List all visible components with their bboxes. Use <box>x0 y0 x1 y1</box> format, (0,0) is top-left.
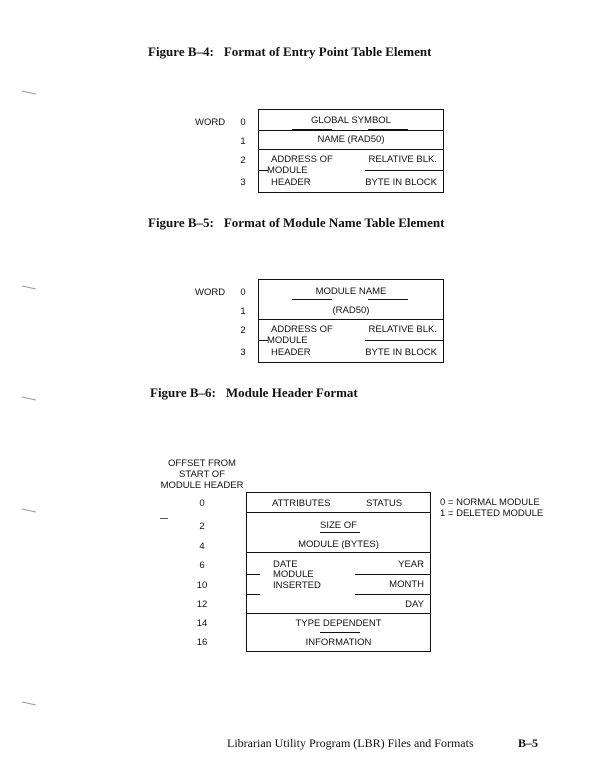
header-label: HEADER <box>271 347 311 358</box>
day-field: DAY <box>405 599 424 610</box>
size-of-field: SIZE OF <box>320 520 357 531</box>
type-dependent-field: TYPE DEPENDENT <box>295 618 382 629</box>
attributes-field: ATTRIBUTES <box>272 498 331 509</box>
global-symbol-field: GLOBAL SYMBOL <box>311 115 391 126</box>
module-name-field: MODULE NAME <box>315 286 387 297</box>
margin-mark <box>22 702 36 706</box>
figure-b6-caption <box>150 385 358 401</box>
offset-0: 0 <box>199 498 205 509</box>
status-note-normal: 0 = NORMAL MODULE <box>440 497 540 508</box>
module-label: MODULE <box>273 569 314 580</box>
rad50-field: (RAD50) <box>332 305 370 316</box>
divider <box>365 340 444 341</box>
figure-number: Figure B–5: <box>148 215 214 230</box>
divider <box>320 532 360 533</box>
date-label: DATE <box>273 559 298 570</box>
divider <box>292 299 332 300</box>
divider <box>368 129 408 130</box>
offset-10: 10 <box>196 580 208 591</box>
divider <box>246 552 431 553</box>
divider <box>320 632 360 633</box>
divider <box>246 594 260 595</box>
offset-2: 2 <box>199 521 205 532</box>
word-offset-2: 2 <box>240 155 246 166</box>
relative-blk-field: RELATIVE BLK. <box>368 324 437 335</box>
information-field: INFORMATION <box>305 637 372 648</box>
word-offset-0: 0 <box>240 287 246 298</box>
word-offset-2: 2 <box>240 325 246 336</box>
offset-4: 4 <box>199 541 205 552</box>
byte-in-block-field: BYTE IN BLOCK <box>365 347 437 358</box>
divider <box>258 130 444 131</box>
divider <box>292 129 332 130</box>
offset-6: 6 <box>199 560 205 571</box>
margin-mark <box>22 286 36 290</box>
figure-b4-caption <box>148 44 431 60</box>
year-field: YEAR <box>398 559 424 570</box>
figure-title: Format of Entry Point Table Element <box>223 44 432 59</box>
inserted-label: INSERTED <box>273 580 321 591</box>
figure-number: Figure B–6: <box>150 385 216 400</box>
divider <box>365 170 444 171</box>
divider <box>246 574 260 575</box>
divider <box>355 574 431 575</box>
word-offset-3: 3 <box>240 347 246 358</box>
figure-b5-caption <box>148 215 444 231</box>
divider <box>258 149 444 150</box>
figure-title: Module Header Format <box>225 385 358 400</box>
header-label: HEADER <box>271 177 311 188</box>
divider <box>368 299 408 300</box>
divider <box>246 512 431 513</box>
word-offset-0: 0 <box>240 117 246 128</box>
divider <box>355 594 431 595</box>
margin-mark <box>160 518 168 519</box>
module-bytes-field: MODULE (BYTES) <box>298 539 379 550</box>
figure-number: Figure B–4: <box>148 44 214 59</box>
footer-title: Librarian Utility Program (LBR) Files and Formats <box>227 736 474 750</box>
word-offset-1: 1 <box>240 306 246 317</box>
margin-mark <box>22 397 36 401</box>
word-label: WORD <box>195 117 226 128</box>
address-of-label: ADDRESS OF <box>271 324 333 335</box>
offset-header-line-1: OFFSET FROM <box>168 458 236 469</box>
module-label: MODULE <box>267 165 308 176</box>
offset-header-line-3: MODULE HEADER <box>160 480 244 491</box>
byte-in-block-field: BYTE IN BLOCK <box>365 177 437 188</box>
offset-header-line-2: START OF <box>179 469 225 480</box>
word-label: WORD <box>195 287 226 298</box>
page-number: B–5 <box>518 736 539 750</box>
offset-14: 14 <box>196 618 208 629</box>
margin-mark <box>22 91 36 95</box>
word-offset-1: 1 <box>240 136 246 147</box>
divider <box>258 319 444 320</box>
relative-blk-field: RELATIVE BLK. <box>368 154 437 165</box>
address-of-label: ADDRESS OF <box>271 154 333 165</box>
margin-mark <box>22 509 36 513</box>
module-label: MODULE <box>267 335 308 346</box>
word-offset-3: 3 <box>240 177 246 188</box>
name-rad50-field: NAME (RAD50) <box>317 134 385 145</box>
status-note-deleted: 1 = DELETED MODULE <box>440 508 544 519</box>
status-field: STATUS <box>366 498 403 509</box>
month-field: MONTH <box>389 579 424 590</box>
offset-16: 16 <box>196 637 208 648</box>
divider <box>246 613 431 614</box>
figure-title: Format of Module Name Table Element <box>223 215 445 230</box>
offset-12: 12 <box>196 599 208 610</box>
